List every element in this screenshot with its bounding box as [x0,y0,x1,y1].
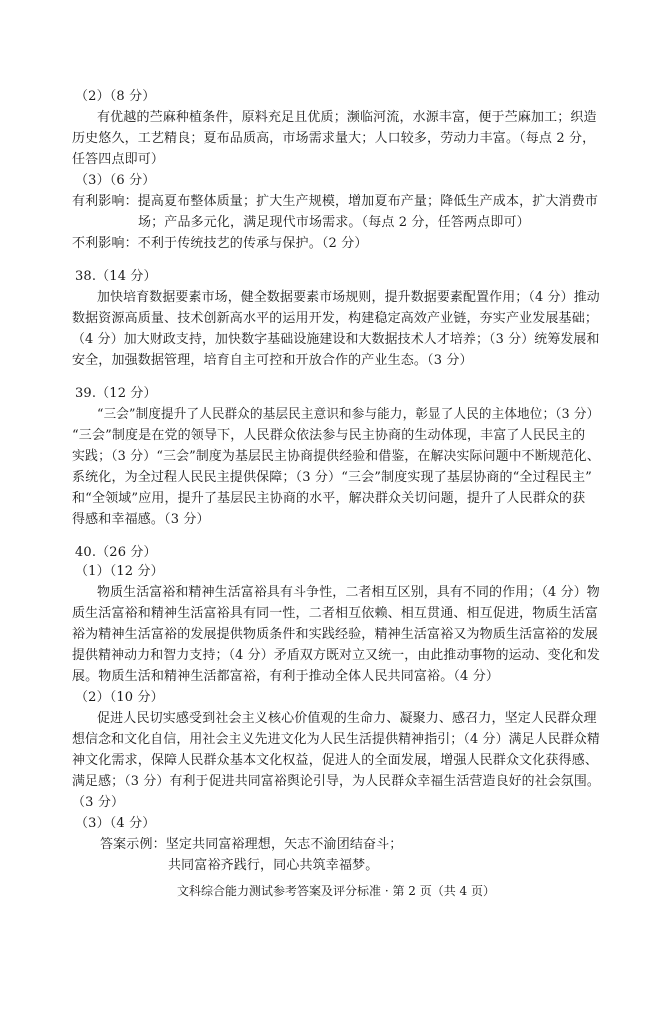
q40-part1-line: 物质生活富裕和精神生活富裕具有斗争性，二者相互区别，具有不同的作用；（4 分）物 [97,585,600,600]
q39-heading: 39.（12 分） [75,386,157,401]
q40-part1-line: 展。物质生活和精神生活都富裕，有利于推动全体人民共同富裕。（4 分） [72,669,500,684]
q37-part3-heading: （3）（6 分） [75,173,156,188]
q39-line: 得感和幸福感。（3 分） [72,512,210,527]
q37-part3-line: 场；产品多元化，满足现代市场需求。（每点 2 分，任答两点即可） [138,215,530,230]
q37-part2-line: 任答四点即可） [72,152,165,167]
q38-line: 数据资源高质量、技术创新高水平的运用开发，构建稳定高效产业链，夯实产业发展基础； [72,311,599,326]
q40-part1-line: 质生活富裕和精神生活富裕具有同一性，二者相互依赖、相互贯通、相互促进，物质生活富 [72,606,599,621]
q39-line: 实践；（3 分）“三会”制度为基层民主协商提供经验和借鉴，在解决实际问题中不断规范化、 [72,449,600,464]
q40-heading: 40.（26 分） [75,545,157,560]
q37-part2-line: 历史悠久，工艺精良；夏布品质高，市场需求量大；人口较多，劳动力丰富。（每点 2 分， [72,131,596,146]
q39-line: “三会”制度是在党的领导下，人民群众依法参与民主协商的生动体现，丰富了人民民主的 [72,428,586,443]
q40-part2-line: 促进人民切实感受到社会主义核心价值观的生命力、凝聚力、感召力，坚定人民群众理 [97,711,597,726]
q38-heading: 38.（14 分） [75,269,157,284]
q40-part1-line: 提供精神动力和智力支持；（4 分）矛盾双方既对立又统一，由此推动事物的运动、变化和发 [72,648,600,663]
page-footer: 文科综合能力测试参考答案及评分标准 · 第 2 页（共 4 页） [177,884,495,898]
q40-part1-line: 裕为精神生活富裕的发展提供物质条件和实践经验，精神生活富裕又为物质生活富裕的发展 [72,627,599,642]
q38-line: （4 分）加大财政支持，加快数字基础设施建设和大数据技术人才培养；（3 分）统筹发展和 [72,332,600,347]
q37-part2-heading: （2）（8 分） [75,89,156,104]
q40-part3-heading: （3）（4 分） [75,816,156,831]
q40-part2-line: 满足感；（3 分）有利于促进共同富裕舆论引导，为人民群众幸福生活营造良好的社会氛围。 [72,774,600,789]
q38-line: 加快培育数据要素市场，健全数据要素市场规则，提升数据要素配置作用；（4 分）推动 [97,290,600,305]
q40-part3-line: 答案示例：坚定共同富裕理想，矢志不渝团结奋斗； [100,837,403,852]
q38-line: 安全，加强数据管理，培育自主可控和开放合作的产业生态。（3 分） [72,353,473,368]
q37-part3-line: 有利影响：提高夏布整体质量；扩大生产规模，增加夏布产量；降低生产成本，扩大消费市 [72,194,599,209]
q40-part2-line: 想信念和文化自信，用社会主义先进文化为人民生活提供精神指引；（4 分）满足人民群众精 [72,732,600,747]
q39-line: “三会”制度提升了人民群众的基层民主意识和参与能力，彰显了人民的主体地位；（3 分） [97,407,600,422]
q40-part2-line: （3 分） [72,795,125,810]
q40-part2-heading: （2）（10 分） [75,690,164,705]
q37-part2-line: 有优越的苎麻种植条件，原料充足且优质；濒临河流，水源丰富，便于苎麻加工；织造 [97,110,597,125]
q40-part1-heading: （1）（12 分） [75,564,164,579]
q39-line: 系统化，为全过程人民民主提供保障；（3 分）“三会”制度实现了基层协商的“全过程民主” [72,470,592,485]
q39-line: 和“全领域”应用，提升了基层民主协商的水平，解决群众关切问题，提升了人民群众的获 [72,491,586,506]
q40-part2-line: 神文化需求，保障人民群众基本文化权益，促进人的全面发展，增强人民群众文化获得感、 [72,753,599,768]
q40-part3-line: 共同富裕齐践行，同心共筑幸福梦。 [168,858,379,873]
q37-part3-line: 不利影响：不利于传统技艺的传承与保护。（2 分） [72,236,368,251]
